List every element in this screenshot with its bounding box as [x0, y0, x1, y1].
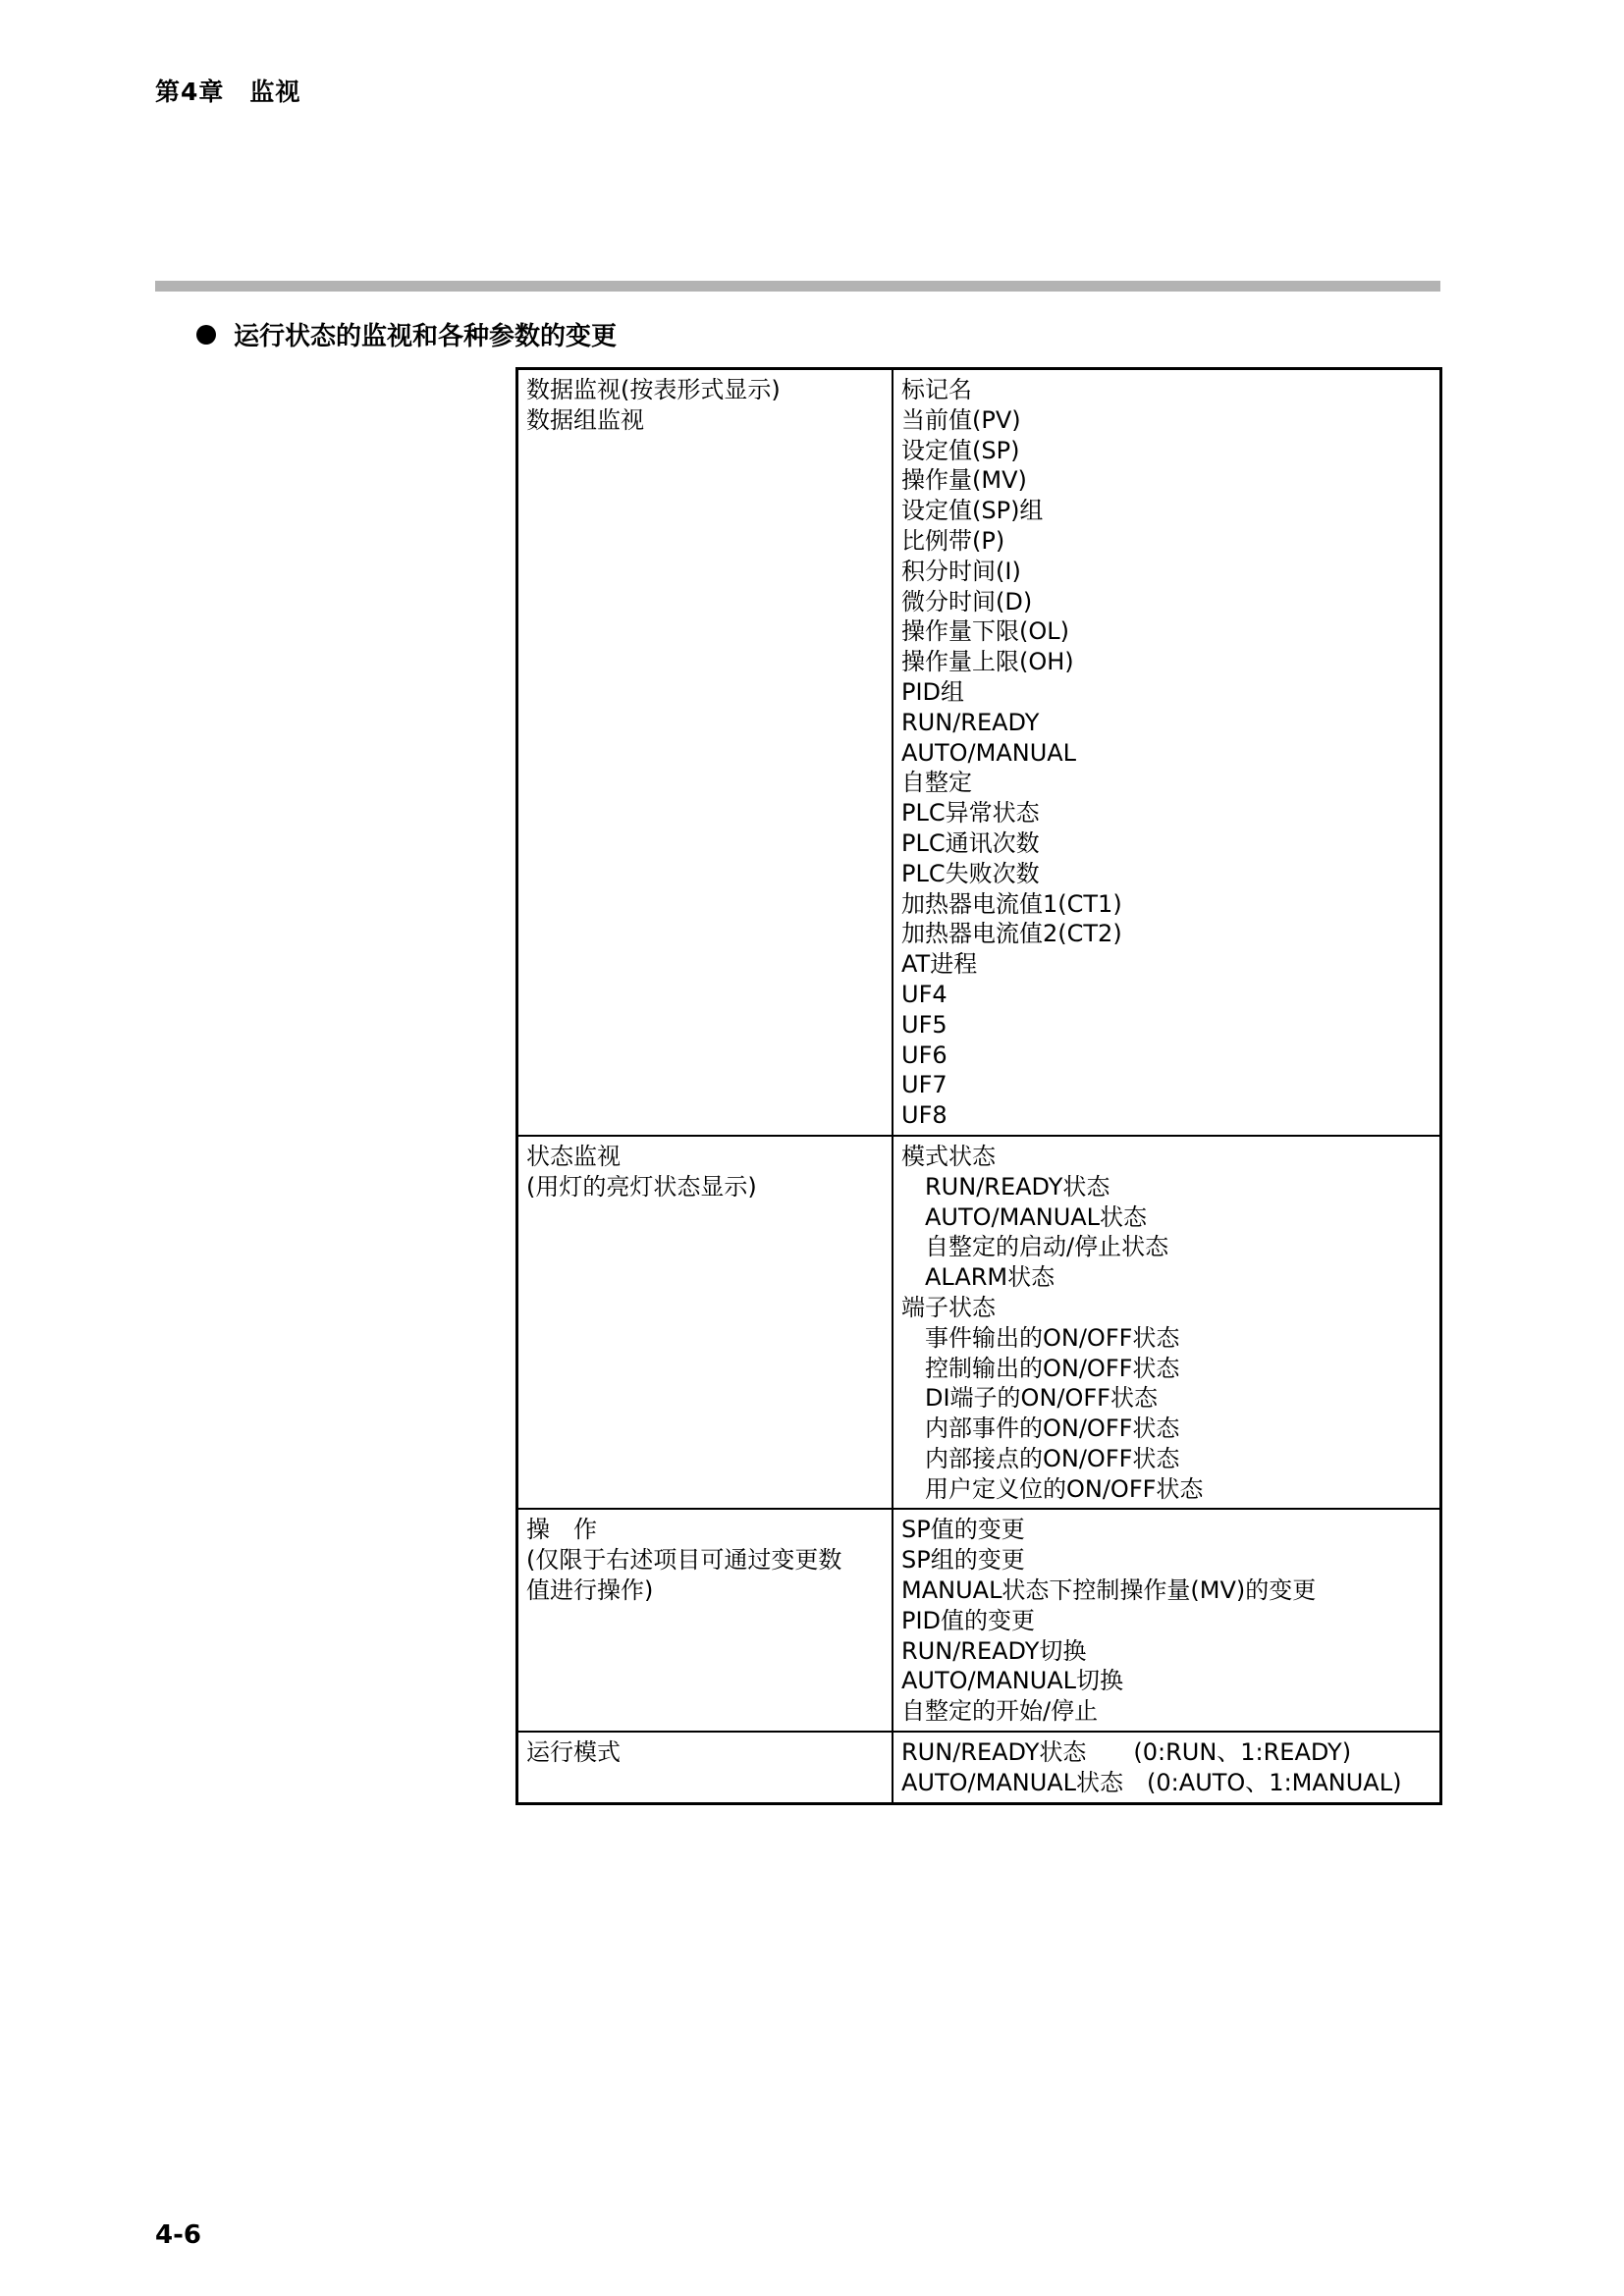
item-label: SP值的变更	[901, 1516, 1025, 1544]
table-row	[517, 1732, 1441, 1803]
monitoring-functions-table	[515, 367, 1442, 1805]
item-label: RUN/READY切换	[901, 1636, 1087, 1665]
item-label: 设定值(SP)	[901, 436, 1020, 464]
item-label: 操作量(MV)	[901, 466, 1027, 495]
item-label: 标记名	[901, 376, 972, 403]
table-row	[517, 1509, 1441, 1732]
page-number: 4-6	[155, 2220, 201, 2250]
category-label: 状态监视	[526, 1142, 621, 1170]
section-heading	[196, 316, 617, 352]
items-cell	[893, 1136, 1441, 1510]
item-label: UF8	[901, 1101, 947, 1130]
table-body	[517, 369, 1441, 1804]
item-label: 自整定的启动/停止状态	[925, 1233, 1169, 1261]
item-label: 加热器电流值1(CT1)	[901, 889, 1122, 918]
item-label: 内部事件的ON/OFF状态	[925, 1415, 1180, 1443]
item-label: 自整定的开始/停止	[901, 1697, 1099, 1726]
items-cell	[893, 1732, 1441, 1803]
item-label: UF4	[901, 980, 947, 1008]
item-label: ALARM状态	[925, 1263, 1056, 1292]
section-title: 运行状态的监视和各种参数的变更	[234, 322, 618, 351]
item-label: AT进程	[901, 950, 978, 979]
item-label: SP组的变更	[901, 1546, 1025, 1575]
category-label: 数据监视(按表形式显示)	[526, 376, 781, 403]
item-label: AUTO/MANUAL	[901, 738, 1077, 767]
item-label: 微分时间(D)	[901, 587, 1033, 615]
item-label: PID值的变更	[901, 1606, 1036, 1634]
item-label: 当前值(PV)	[901, 405, 1021, 434]
item-label: PLC失败次数	[901, 859, 1040, 887]
category-cell	[517, 1136, 893, 1510]
item-label: 操作量下限(OL)	[901, 617, 1069, 646]
item-label: 用户定义位的ON/OFF状态	[925, 1474, 1204, 1503]
item-label: 端子状态	[901, 1293, 996, 1321]
category-cell	[517, 1732, 893, 1803]
item-label: 控制输出的ON/OFF状态	[925, 1354, 1180, 1382]
item-label: PID组	[901, 677, 965, 706]
item-label: AUTO/MANUAL切换	[901, 1667, 1124, 1695]
items-cell	[893, 369, 1441, 1136]
item-label: 比例带(P)	[901, 526, 1005, 555]
item-label: 加热器电流值2(CT2)	[901, 920, 1122, 948]
item-label: DI端子的ON/OFF状态	[925, 1384, 1158, 1413]
item-label: 模式状态	[901, 1142, 996, 1170]
item-label: AUTO/MANUAL状态	[925, 1202, 1148, 1231]
item-label: PLC异常状态	[901, 799, 1040, 828]
section-divider	[155, 281, 1440, 292]
item-label: 内部接点的ON/OFF状态	[925, 1444, 1180, 1472]
item-label: RUN/READY	[901, 708, 1040, 736]
item-label: AUTO/MANUAL状态 (0:AUTO、1:MANUAL)	[901, 1768, 1402, 1796]
chapter-header: 第4章 监视	[155, 78, 301, 106]
item-label: RUN/READY状态 (0:RUN、1:READY)	[901, 1738, 1352, 1767]
item-label: UF6	[901, 1041, 947, 1069]
items-cell	[893, 1509, 1441, 1732]
category-label: (仅限于右述项目可通过变更数	[526, 1546, 842, 1575]
category-label: 操 作	[526, 1516, 597, 1544]
item-label: 自整定	[901, 769, 972, 797]
item-label: MANUAL状态下控制操作量(MV)的变更	[901, 1576, 1317, 1605]
item-label: 积分时间(I)	[901, 557, 1021, 585]
item-label: PLC通讯次数	[901, 828, 1040, 857]
item-label: 事件输出的ON/OFF状态	[925, 1323, 1180, 1352]
item-label: 操作量上限(OH)	[901, 648, 1074, 676]
category-label: 值进行操作)	[526, 1576, 654, 1605]
category-label: 运行模式	[526, 1738, 621, 1767]
category-label: 数据组监视	[526, 405, 644, 434]
category-cell	[517, 369, 893, 1136]
category-cell	[517, 1509, 893, 1732]
item-label: RUN/READY状态	[925, 1172, 1110, 1201]
item-label: UF5	[901, 1010, 947, 1039]
table-row	[517, 369, 1441, 1136]
item-label: 设定值(SP)组	[901, 497, 1044, 525]
table-row	[517, 1136, 1441, 1510]
bullet-icon	[196, 325, 216, 345]
category-label: (用灯的亮灯状态显示)	[526, 1172, 757, 1201]
item-label: UF7	[901, 1071, 947, 1099]
